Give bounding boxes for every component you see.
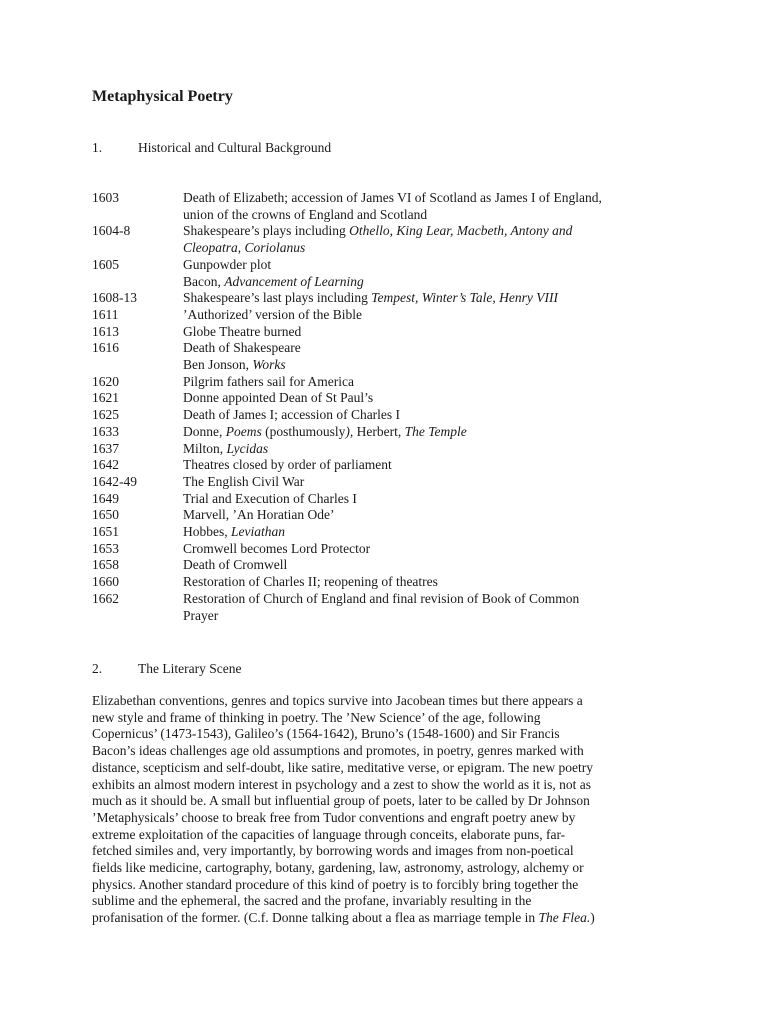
text-run: Globe Theatre burned: [183, 323, 302, 339]
event-line: [183, 507, 672, 524]
event-line: [183, 457, 672, 474]
italic-text: The Temple: [404, 423, 467, 439]
timeline-event: [183, 324, 672, 341]
text-run: ’Authorized’ version of the Bible: [183, 306, 362, 322]
italic-text: Leviathan: [231, 524, 285, 540]
text-run: fields like medicine, cartography, botany, gardening, law, astronomy, astrology, alchemy or: [92, 860, 584, 876]
text-run: Herbert,: [353, 423, 405, 439]
page-title: Metaphysical Poetry: [92, 88, 233, 105]
text-run: Death of Shakespeare: [183, 340, 301, 356]
timeline-year: 1603: [92, 190, 119, 205]
text-run: Copernicus’ (1473-1543), Galileo’s (1564-1642), Bruno’s (1548-1600) and Sir Francis: [92, 726, 560, 742]
timeline-year: 1642-49: [92, 473, 137, 489]
paragraph-line: [92, 843, 672, 860]
text-run: distance, scepticism and self-doubt, like satire, meditative verse, or epigram. The new poetry: [92, 759, 593, 775]
text-run: Marvell, ’An Horatian Ode’: [183, 507, 335, 523]
text-run: Trial and Execution of Charles I: [183, 490, 357, 506]
italic-text: Works: [252, 357, 286, 373]
italic-text: Lycidas: [226, 440, 269, 456]
timeline-event: [183, 491, 672, 508]
text-run: ): [590, 910, 595, 926]
event-line: [183, 340, 672, 357]
italic-text: The Flea.: [538, 910, 591, 926]
timeline-year: 1605: [92, 256, 119, 272]
text-run: Shakespeare’s last plays including: [183, 290, 372, 306]
timeline-year: 1658: [92, 557, 119, 573]
text-run: fetched similes and, very importantly, by borrowing words and images from non-poetical: [92, 843, 574, 859]
timeline-event: [183, 407, 672, 424]
timeline-year: 1621: [92, 390, 119, 406]
event-line: [183, 441, 672, 458]
text-run: Restoration of Church of England and final revision of Book of Common: [183, 590, 580, 606]
paragraph-line: [92, 910, 672, 927]
event-line: [183, 390, 672, 407]
timeline-year: 1660: [92, 574, 119, 590]
timeline-event: [183, 390, 672, 407]
timeline-event: [183, 223, 672, 256]
event-line: [183, 257, 672, 274]
italic-text: Othello, King Lear, Macbeth, Antony and: [349, 223, 573, 239]
paragraph-line: [92, 693, 672, 710]
timeline-entry: [92, 324, 672, 341]
timeline-entry: [92, 557, 672, 574]
timeline-entry: [92, 407, 672, 424]
text-run: (posthumously: [261, 423, 346, 439]
italic-text: Advancement of Learning: [224, 273, 364, 289]
timeline-year: 1637: [92, 440, 119, 456]
text-run: profanisation of the former. (C.f. Donne talking about a flea as marriage temple in: [92, 910, 539, 926]
timeline-entry: [92, 290, 672, 307]
timeline-entry: [92, 424, 672, 441]
paragraph-line: [92, 710, 672, 727]
timeline-entry: [92, 474, 672, 491]
event-line: [183, 374, 672, 391]
text-run: Prayer: [183, 607, 219, 623]
event-line: [183, 524, 672, 541]
section-heading-literary: [92, 660, 241, 677]
timeline-list: [92, 190, 672, 624]
timeline-event: [183, 574, 672, 591]
event-line: [183, 474, 672, 491]
paragraph-line: [92, 777, 672, 794]
event-line: [183, 574, 672, 591]
timeline-event: [183, 591, 672, 624]
timeline-year: 1642: [92, 457, 119, 473]
timeline-entry: [92, 190, 672, 223]
text-run: sublime and the ephemeral, the sacred and the profane, invariably resulting in the: [92, 893, 532, 909]
timeline-year: 1620: [92, 373, 119, 389]
timeline-year: 1662: [92, 590, 119, 606]
text-run: The English Civil War: [183, 473, 305, 489]
text-run: Pilgrim fathers sail for America: [183, 373, 354, 389]
text-run: Death of Cromwell: [183, 557, 288, 573]
text-run: union of the crowns of England and Scotland: [183, 206, 428, 222]
event-line: [183, 608, 672, 625]
timeline-event: [183, 541, 672, 558]
event-line: [183, 207, 672, 224]
timeline-event: [183, 374, 672, 391]
text-run: Hobbes,: [183, 524, 231, 540]
timeline-entry: [92, 507, 672, 524]
text-run: Bacon’s ideas challenges age old assumptions and promotes, in poetry, genres marked with: [92, 743, 584, 759]
timeline-event: [183, 557, 672, 574]
event-line: [183, 591, 672, 608]
text-run: Restoration of Charles II; reopening of theatres: [183, 574, 438, 590]
timeline-entry: [92, 457, 672, 474]
event-line: [183, 307, 672, 324]
text-run: Bacon,: [183, 273, 225, 289]
timeline-year: 1616: [92, 340, 119, 356]
timeline-event: [183, 257, 672, 290]
text-run: ’Metaphysicals’ choose to break free from Tudor conventions and engraft poetry anew by: [92, 809, 576, 825]
text-run: Cromwell becomes Lord Protector: [183, 540, 371, 556]
timeline-year: 1649: [92, 490, 119, 506]
paragraph-line: [92, 893, 672, 910]
event-line: [183, 491, 672, 508]
italic-text: Tempest, Winter’s Tale, Henry VIII: [371, 290, 558, 306]
timeline-year: 1650: [92, 507, 119, 523]
text-run: new style and frame of thinking in poetry. The ’New Science’ of the age, following: [92, 709, 541, 725]
timeline-year: 1613: [92, 323, 119, 339]
text-run: Milton,: [183, 440, 227, 456]
section-label: The Literary Scene: [138, 661, 242, 676]
timeline-entry: [92, 574, 672, 591]
timeline-event: [183, 457, 672, 474]
event-line: [183, 324, 672, 341]
paragraph-line: [92, 726, 672, 743]
event-line: [183, 357, 672, 374]
event-line: [183, 424, 672, 441]
timeline-entry: [92, 340, 672, 373]
timeline-entry: [92, 591, 672, 624]
timeline-entry: [92, 541, 672, 558]
italic-text: Cleopatra, Coriolanus: [183, 240, 306, 256]
timeline-event: [183, 340, 672, 373]
event-line: [183, 407, 672, 424]
paragraph-line: [92, 793, 672, 810]
text-run: extreme exploitation of the capacities of language through conceits, elaborate puns, far-: [92, 826, 566, 842]
timeline-entry: [92, 257, 672, 290]
event-line: [183, 190, 672, 207]
text-run: Elizabethan conventions, genres and topics survive into Jacobean times but there appears a: [92, 693, 583, 708]
timeline-event: [183, 307, 672, 324]
event-line: [183, 557, 672, 574]
italic-text: Poems: [225, 423, 262, 439]
timeline-entry: [92, 223, 672, 256]
timeline-event: [183, 441, 672, 458]
paragraph-line: [92, 860, 672, 877]
text-run: Gunpowder plot: [183, 256, 272, 272]
timeline-event: [183, 190, 672, 223]
text-run: Shakespeare’s plays including: [183, 223, 350, 239]
timeline-event: [183, 290, 672, 307]
text-run: much as it should be. A small but influential group of poets, later to be called by Dr Johnson: [92, 793, 590, 809]
paragraph-line: [92, 810, 672, 827]
timeline-year: 1604-8: [92, 223, 131, 239]
timeline-year: 1653: [92, 540, 119, 556]
timeline-year: 1625: [92, 407, 119, 423]
text-run: Donne appointed Dean of St Paul’s: [183, 390, 374, 406]
timeline-entry: [92, 307, 672, 324]
section-number: 1.: [92, 140, 103, 155]
event-line: [183, 290, 672, 307]
text-run: physics. Another standard procedure of this kind of poetry is to forcibly bring together the: [92, 876, 579, 892]
text-run: exhibits an almost modern interest in psychology and a zest to show the world as it is, not as: [92, 776, 592, 792]
timeline-year: 1651: [92, 524, 119, 540]
italic-text: ),: [345, 423, 354, 439]
text-run: Ben Jonson,: [183, 357, 253, 373]
timeline-event: [183, 474, 672, 491]
timeline-entry: [92, 441, 672, 458]
text-run: Theatres closed by order of parliament: [183, 457, 392, 473]
timeline-event: [183, 507, 672, 524]
timeline-year: 1611: [92, 306, 119, 322]
event-line: [183, 240, 672, 257]
section-heading-historical: [92, 139, 331, 156]
timeline-year: 1633: [92, 423, 119, 439]
timeline-event: [183, 424, 672, 441]
text-run: Death of Elizabeth; accession of James VI of Scotland as James I of England,: [183, 190, 602, 205]
timeline-entry: [92, 524, 672, 541]
timeline-entry: [92, 390, 672, 407]
text-run: Death of James I; accession of Charles I: [183, 407, 401, 423]
paragraph-line: [92, 760, 672, 777]
timeline-event: [183, 524, 672, 541]
event-line: [183, 223, 672, 240]
section-label: Historical and Cultural Background: [138, 140, 332, 155]
event-line: [183, 274, 672, 291]
text-run: Donne,: [183, 423, 226, 439]
event-line: [183, 541, 672, 558]
paragraph-line: [92, 743, 672, 760]
literary-scene-paragraph: [92, 693, 672, 927]
timeline-year: 1608-13: [92, 290, 137, 306]
paragraph-line: [92, 877, 672, 894]
timeline-entry: [92, 491, 672, 508]
section-number: 2.: [92, 661, 103, 676]
paragraph-line: [92, 827, 672, 844]
timeline-entry: [92, 374, 672, 391]
